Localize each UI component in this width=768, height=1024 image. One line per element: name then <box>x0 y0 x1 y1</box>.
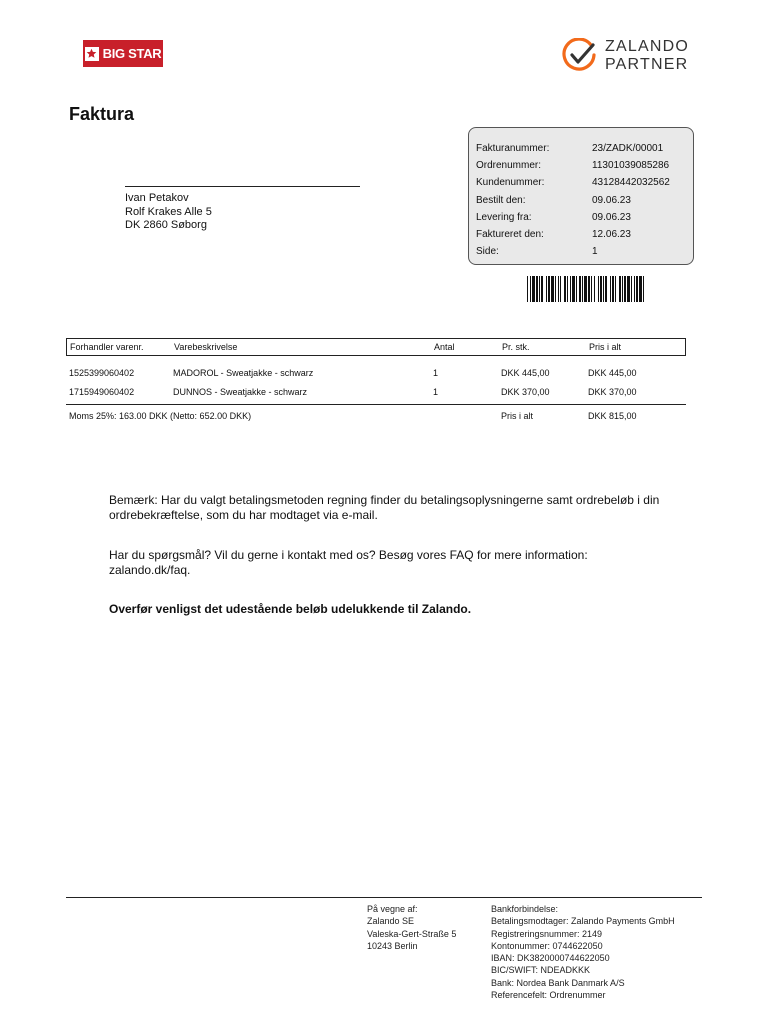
info-label: Side: <box>476 246 499 258</box>
cell-total: DKK 445,00 <box>588 368 637 378</box>
info-row-delivery-date <box>476 209 693 226</box>
footer-bank <box>491 903 675 1001</box>
big-star-logo <box>83 40 163 67</box>
cell-item-number: 1715949060402 <box>69 387 135 397</box>
info-row-invoiced-date <box>476 226 693 243</box>
footer-bank-line: BIC/SWIFT: NDEADKKK <box>491 965 591 976</box>
info-label: Kundenummer: <box>476 177 545 189</box>
brand-name: BIG STAR <box>102 46 162 61</box>
footer-bank-line: Betalingsmodtager: Zalando Payments GmbH <box>491 916 675 927</box>
recipient-street: Rolf Krakes Alle 5 <box>125 205 212 218</box>
footer-bank-line: Bankforbindelse: <box>491 904 559 914</box>
cell-unit-price: DKK 370,00 <box>501 387 550 397</box>
partner-logo-line2: PARTNER <box>605 56 689 73</box>
payment-remark: Bemærk: Har du valgt betalingsmetoden regning finder du betalingsoplysningerne samt ordrebeløb i din ordrebekræftelse, som du har modtaget via e-mail. <box>109 493 660 522</box>
checkmark-icon <box>561 38 597 74</box>
recipient-name: Ivan Petakov <box>125 192 189 204</box>
info-value: 11301039085286 <box>592 160 670 172</box>
partner-logo-line1: ZALANDO <box>605 38 689 55</box>
col-header-description: Varebeskrivelse <box>174 342 238 352</box>
cell-description: DUNNOS - Sweatjakke - schwarz <box>173 387 308 397</box>
table-row <box>66 385 686 401</box>
footer-divider <box>66 897 702 898</box>
table-row <box>66 366 686 382</box>
info-label: Faktureret den: <box>476 228 544 240</box>
info-label: Fakturanummer: <box>476 143 550 154</box>
star-icon <box>85 47 99 61</box>
invoice-info-box <box>468 127 694 265</box>
total-value: DKK 815,00 <box>588 411 637 421</box>
info-value: 12.06.23 <box>592 228 631 240</box>
info-row-ordered-date <box>476 192 693 209</box>
info-row-customer-number <box>476 174 693 191</box>
col-header-quantity: Antal <box>434 342 455 352</box>
table-header <box>66 338 686 356</box>
info-label: Ordrenummer: <box>476 160 542 172</box>
footer-company-line: Zalando SE <box>367 916 415 927</box>
footer-bank-line: IBAN: DK3820000744622050 <box>491 953 610 964</box>
footer-bank-line: Registreringsnummer: 2149 <box>491 928 603 939</box>
footer-bank-line: Referencefelt: Ordrenummer <box>491 990 606 1001</box>
info-label: Levering fra: <box>476 211 532 223</box>
barcode-image <box>527 276 685 302</box>
table-summary <box>66 409 686 425</box>
footer-company <box>367 903 456 952</box>
table-divider <box>66 404 686 405</box>
recipient-city: DK 2860 Søborg <box>125 219 207 231</box>
info-value: 23/ZADK/00001 <box>592 143 664 154</box>
col-header-total: Pris i alt <box>589 342 622 352</box>
col-header-unit-price: Pr. stk. <box>502 342 530 352</box>
info-label: Bestilt den: <box>476 194 526 206</box>
address-divider <box>125 186 360 187</box>
cell-item-number: 1525399060402 <box>69 368 135 378</box>
info-row-invoice-number <box>476 140 693 157</box>
cell-quantity: 1 <box>433 368 439 378</box>
footer-company-line: På vegne af: <box>367 904 418 914</box>
transfer-note: Overfør venligst det udestående beløb udelukkende til Zalando. <box>109 602 472 616</box>
vat-note: Moms 25%: 163.00 DKK (Netto: 652.00 DKK) <box>69 411 252 421</box>
info-value: 09.06.23 <box>592 211 631 223</box>
cell-description: MADOROL - Sweatjakke - schwarz <box>173 368 314 378</box>
footer-bank-line: Kontonummer: 0744622050 <box>491 940 603 951</box>
cell-total: DKK 370,00 <box>588 387 637 397</box>
info-value: 43128442032562 <box>592 177 670 189</box>
page-title: Faktura <box>69 104 135 124</box>
info-row-page <box>476 243 693 260</box>
recipient-address <box>125 192 212 233</box>
cell-unit-price: DKK 445,00 <box>501 368 550 378</box>
info-value: 09.06.23 <box>592 194 631 206</box>
footer-bank-line: Bank: Nordea Bank Danmark A/S <box>491 977 625 988</box>
col-header-item-number: Forhandler varenr. <box>70 342 144 352</box>
info-row-order-number <box>476 157 693 174</box>
footer-company-line: 10243 Berlin <box>367 940 418 951</box>
zalando-partner-logo <box>561 38 689 74</box>
cell-quantity: 1 <box>433 387 439 397</box>
info-value: 1 <box>592 246 598 258</box>
faq-note: Har du spørgsmål? Vil du gerne i kontakt med os? Besøg vores FAQ for mere information: zalando.dk/faq. <box>109 548 588 577</box>
total-label: Pris i alt <box>501 411 534 421</box>
footer-company-line: Valeska-Gert-Straße 5 <box>367 928 457 939</box>
